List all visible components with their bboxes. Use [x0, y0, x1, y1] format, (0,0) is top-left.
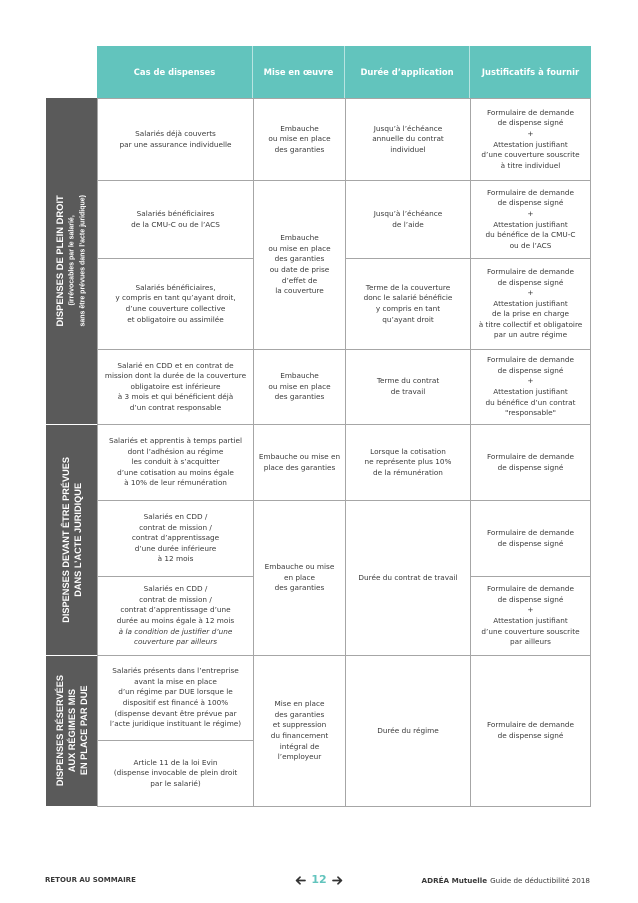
cell-text: Salariés bénéficiaires, y compris en tant qu’ayant droit, d’une couverture collective et obligatoire ou assimilée — [115, 282, 236, 324]
section-label-text — [60, 457, 84, 623]
table-cell-cas — [97, 500, 254, 577]
cell-text: Embauche ou mise en place des garanties — [268, 371, 331, 402]
cell-text: Lorsque la cotisation ne représente plus 10% de la rémunération — [364, 446, 452, 477]
cell-text: Salariés déjà couverts par une assurance individuelle — [119, 128, 232, 149]
cell-text: Formulaire de demande de dispense signé + Attestation justifiant du bénéfice de la CMU-C ou de l’ACS — [485, 187, 576, 250]
table-cell-duree — [345, 500, 471, 656]
table-cell-mise-en-oeuvre — [253, 98, 346, 181]
column-header-label: Justificatifs à fournir — [481, 67, 580, 77]
section-title-line: DANS L’ACTE JURIDIQUE — [72, 483, 83, 597]
column-header-label: Mise en œuvre — [263, 67, 334, 77]
column-header-label: Durée d’application — [360, 67, 454, 77]
table-cell-cas — [97, 349, 254, 425]
page-number: 12 — [311, 873, 327, 886]
table-cell-mise-en-oeuvre — [253, 500, 346, 656]
cell-text: Formulaire de demande de dispense signé — [486, 720, 575, 740]
cell-text: Salariés en CDD / contrat de mission / contrat d’apprentissage d’une durée au moins égale à 12 mois — [116, 584, 235, 625]
section-label-text — [54, 195, 89, 327]
cell-text-group — [117, 584, 234, 648]
cell-text: Jusqu’à l’échéance de l’aide — [373, 208, 443, 229]
section-label-acte-juridique — [46, 424, 97, 655]
table-cell-duree — [345, 424, 471, 501]
table-cell-justificatifs — [470, 655, 591, 807]
cell-text: Formulaire de demande de dispense signé + Attestation justifiant d’une couverture souscrite par ailleurs — [481, 584, 580, 647]
cell-text: Embauche ou mise en place des garanties ou date de prise d’effet de la couverture — [268, 233, 331, 296]
cell-text: Embauche ou mise en place des garanties — [268, 123, 331, 154]
cell-text: Formulaire de demande de dispense signé + Attestation justifiant de la prise en charge à titre collectif et obligatoire par un autre régime — [478, 266, 583, 340]
table-cell-justificatifs — [470, 349, 591, 425]
section-label-text — [54, 675, 90, 786]
section-title-line: EN PLACE PAR DUE — [78, 686, 89, 776]
document-credit — [422, 876, 590, 885]
cell-text: Formulaire de demande de dispense signé — [486, 527, 575, 548]
table-cell-justificatifs — [470, 576, 591, 656]
column-header-cas-de-dispenses — [97, 46, 253, 98]
section-subtitle-line: sans être prévues dans l’acte juridique) — [79, 195, 87, 327]
table-cell-duree — [345, 258, 471, 350]
table-cell-duree — [345, 349, 471, 425]
table-cell-cas — [97, 424, 254, 501]
brand-name: ADRÉA Mutuelle — [421, 876, 488, 885]
page-navigation — [289, 872, 349, 888]
column-header-justificatifs — [470, 46, 591, 98]
table-cell-mise-en-oeuvre — [253, 655, 346, 807]
table-cell-cas — [97, 98, 254, 181]
cell-text: Embauche ou mise en place des garanties — [264, 562, 335, 593]
section-label-due — [46, 655, 97, 806]
cell-text: Terme de la couverture donc le salarié bénéficie y compris en tant qu’ayant droit — [363, 282, 453, 324]
cell-text: Embauche ou mise en place des garanties — [258, 451, 341, 472]
cell-text: Salariés et apprentis à temps partiel dont l’adhésion au régime les conduit à s’acquitter d’une cotisation au moins égale à 10% de leur rémunération — [108, 436, 243, 488]
cell-text: Durée du contrat de travail — [358, 572, 458, 582]
back-to-summary-link[interactable]: RETOUR AU SOMMAIRE — [45, 876, 136, 884]
section-title-line: AUX RÉGIMES MIS — [66, 689, 77, 773]
cell-text: Jusqu’à l’échéance annuelle du contrat individuel — [372, 123, 444, 154]
cell-text: Salariés bénéficiaires de la CMU-C ou de l’ACS — [131, 208, 220, 229]
arrow-right-icon[interactable] — [332, 876, 343, 885]
table-cell-duree — [345, 655, 471, 807]
column-header-label: Cas de dispenses — [133, 67, 216, 77]
column-header-duree-application — [345, 46, 470, 98]
table-cell-justificatifs — [470, 424, 591, 501]
cell-text-italic-condition: à la condition de justifier d’une couverture par ailleurs — [118, 626, 233, 647]
table-cell-cas — [97, 258, 254, 350]
table-cell-duree — [345, 98, 471, 181]
column-header-mise-en-oeuvre — [253, 46, 345, 98]
arrow-left-icon[interactable] — [295, 876, 306, 885]
table-cell-justificatifs — [470, 98, 591, 181]
table-cell-mise-en-oeuvre — [253, 180, 346, 350]
cell-text: Salarié en CDD et en contrat de mission dont la durée de la couverture obligatoire est inférieure à 3 mois et qui bénéficient déjà d’un contrat responsable — [104, 360, 247, 412]
section-label-plein-droit — [46, 98, 97, 424]
cell-text: Formulaire de demande de dispense signé — [486, 451, 575, 472]
document-title: Guide de déductibilité 2018 — [490, 876, 590, 885]
section-title-line: DISPENSES DEVANT ÊTRE PRÉVUES — [60, 457, 71, 623]
cell-text: Formulaire de demande de dispense signé + Attestation justifiant du bénéfice d’un contrat "responsable" — [485, 355, 576, 418]
cell-text: Terme du contrat de travail — [376, 376, 440, 396]
section-subtitle-line: (irrévocables par le salarié, — [68, 215, 76, 307]
cell-text: Mise en place des garanties et suppression du financement intégral de l’employeur — [270, 699, 329, 762]
cell-text: Salariés en CDD / contrat de mission / contrat d’apprentissage d’une durée inférieure à 12 mois — [131, 512, 220, 564]
table-cell-cas — [97, 655, 254, 741]
section-title: DISPENSES DE PLEIN DROIT — [54, 195, 66, 327]
table-cell-mise-en-oeuvre — [253, 424, 346, 501]
table-cell-justificatifs — [470, 180, 591, 259]
cell-text: Formulaire de demande de dispense signé + Attestation justifiant d’une couverture souscrite à titre individuel — [481, 107, 580, 170]
cell-text: Article 11 de la loi Evin (dispense invocable de plein droit par le salarié) — [113, 757, 238, 788]
cell-text: Durée du régime — [377, 725, 439, 735]
section-title-line: DISPENSES RÉSERVÉES — [54, 675, 65, 787]
table-cell-justificatifs — [470, 500, 591, 577]
table-cell-cas — [97, 740, 254, 807]
table-cell-cas — [97, 180, 254, 259]
cell-text: Salariés présents dans l’entreprise avant la mise en place d’un régime par DUE lorsque le dispositif est financé à 100% (dispense devant être prévue par l’acte juridique instituant le régime) — [109, 666, 242, 729]
table-cell-cas — [97, 576, 254, 656]
table-cell-mise-en-oeuvre — [253, 349, 346, 425]
table-cell-justificatifs — [470, 258, 591, 350]
table-cell-duree — [345, 180, 471, 259]
